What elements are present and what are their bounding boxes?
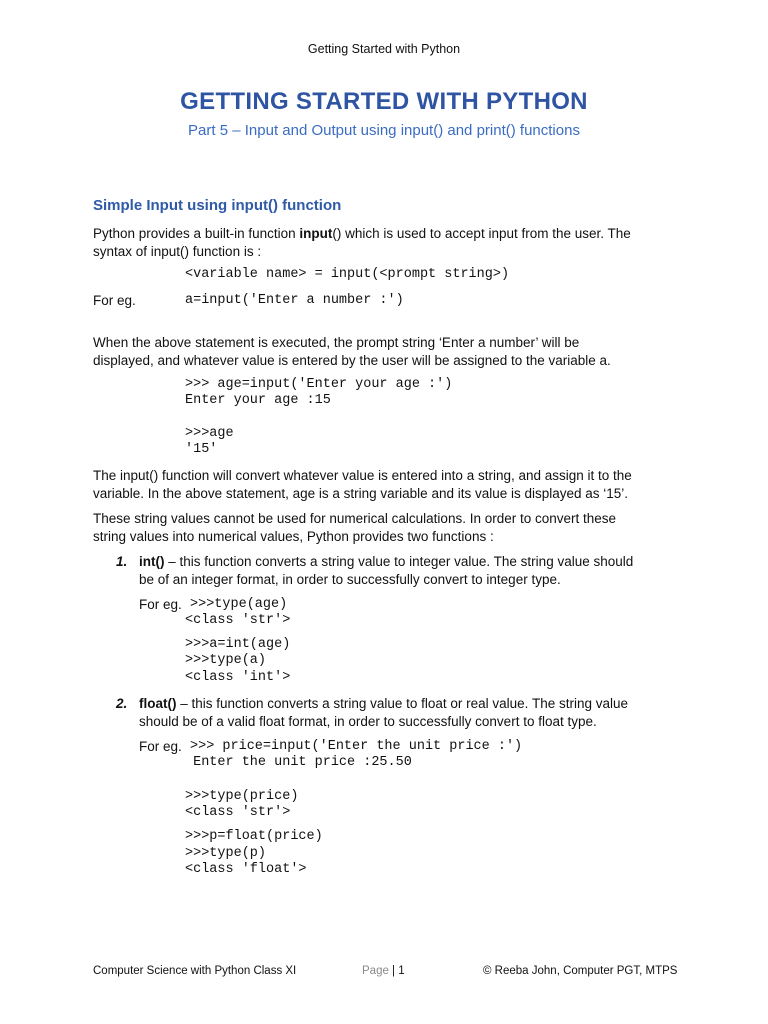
para2-line-1: The input() function will convert whatever value is entered into a string, and assign it to the bbox=[93, 468, 632, 483]
running-header: Getting Started with Python bbox=[307, 42, 461, 56]
item2-code-1: >>> price=input('Enter the unit price :') bbox=[190, 739, 523, 754]
item2-code-3: >>>type(price) bbox=[185, 789, 299, 804]
item2-code-7: <class 'float'> bbox=[185, 862, 307, 877]
intro-text-c: () which is used to accept input from the user. The bbox=[332, 226, 631, 241]
page-subtitle: Part 5 – Input and Output using input() and print() functions bbox=[188, 122, 580, 139]
intro-line-2: syntax of input() function is : bbox=[93, 244, 262, 259]
page-title: GETTING STARTED WITH PYTHON bbox=[180, 88, 588, 115]
float-function-name: float() bbox=[139, 696, 177, 711]
item2-code-5: >>>p=float(price) bbox=[185, 829, 323, 844]
footer-copyright: © Reeba John, Computer PGT, MTPS bbox=[483, 965, 678, 977]
footer-page-number bbox=[362, 965, 405, 977]
code1-line-2: Enter your age :15 bbox=[185, 393, 331, 408]
list-number-1: 1. bbox=[116, 554, 128, 569]
item2-code-6: >>>type(p) bbox=[185, 846, 267, 861]
page-separator: | bbox=[388, 965, 399, 977]
intro-text-a: Python provides a built-in function bbox=[93, 226, 300, 241]
item1-code-3: >>>a=int(age) bbox=[185, 637, 291, 652]
example-label: For eg. bbox=[93, 293, 136, 308]
list-item-2-line-2: should be of a valid float format, in order to successfully convert to float type. bbox=[139, 714, 597, 729]
code1-line-4: '15' bbox=[185, 442, 218, 457]
list-number-2: 2. bbox=[116, 696, 128, 711]
page-label: Page bbox=[362, 965, 389, 977]
intro-line-1 bbox=[93, 225, 631, 243]
item1-example-label: For eg. bbox=[139, 597, 182, 612]
syntax-code: <variable name> = input(<prompt string>) bbox=[185, 267, 510, 282]
int-function-name: int() bbox=[139, 554, 165, 569]
item1-code-4: >>>type(a) bbox=[185, 653, 267, 668]
intro-keyword-input: input bbox=[299, 226, 333, 241]
footer-course-title: Computer Science with Python Class XI bbox=[93, 965, 297, 977]
para2-line-2: variable. In the above statement, age is a string variable and its value is displayed as ‘15’. bbox=[93, 486, 629, 501]
para3-line-2: string values into numerical values, Python provides two functions : bbox=[93, 529, 494, 544]
item2-desc-1: – this function converts a string value to float or real value. The string value bbox=[176, 696, 628, 711]
para3-line-1: These string values cannot be used for numerical calculations. In order to convert these bbox=[93, 511, 617, 526]
para1-line-2: displayed, and whatever value is entered by the user will be assigned to the variable a. bbox=[93, 353, 611, 368]
code1-line-1: >>> age=input('Enter your age :') bbox=[185, 377, 453, 392]
item1-desc-1: – this function converts a string value to integer value. The string value should bbox=[164, 554, 634, 569]
item2-code-2: Enter the unit price :25.50 bbox=[185, 755, 412, 770]
page-number: 1 bbox=[398, 965, 405, 977]
code1-line-3: >>>age bbox=[185, 426, 234, 441]
example-code: a=input('Enter a number :') bbox=[185, 293, 404, 308]
item2-example-label: For eg. bbox=[139, 739, 182, 754]
para1-line-1: When the above statement is executed, the prompt string ‘Enter a number’ will be bbox=[93, 335, 580, 350]
item2-code-4: <class 'str'> bbox=[185, 805, 291, 820]
section-heading: Simple Input using input() function bbox=[93, 197, 342, 214]
item1-code-2: <class 'str'> bbox=[185, 613, 291, 628]
item1-code-5: <class 'int'> bbox=[185, 670, 291, 685]
list-item-2-line-1 bbox=[139, 695, 628, 713]
list-item-1-line-1 bbox=[139, 553, 633, 571]
list-item-1-line-2: be of an integer format, in order to successfully convert to integer type. bbox=[139, 572, 561, 587]
item1-code-1: >>>type(age) bbox=[190, 597, 288, 612]
